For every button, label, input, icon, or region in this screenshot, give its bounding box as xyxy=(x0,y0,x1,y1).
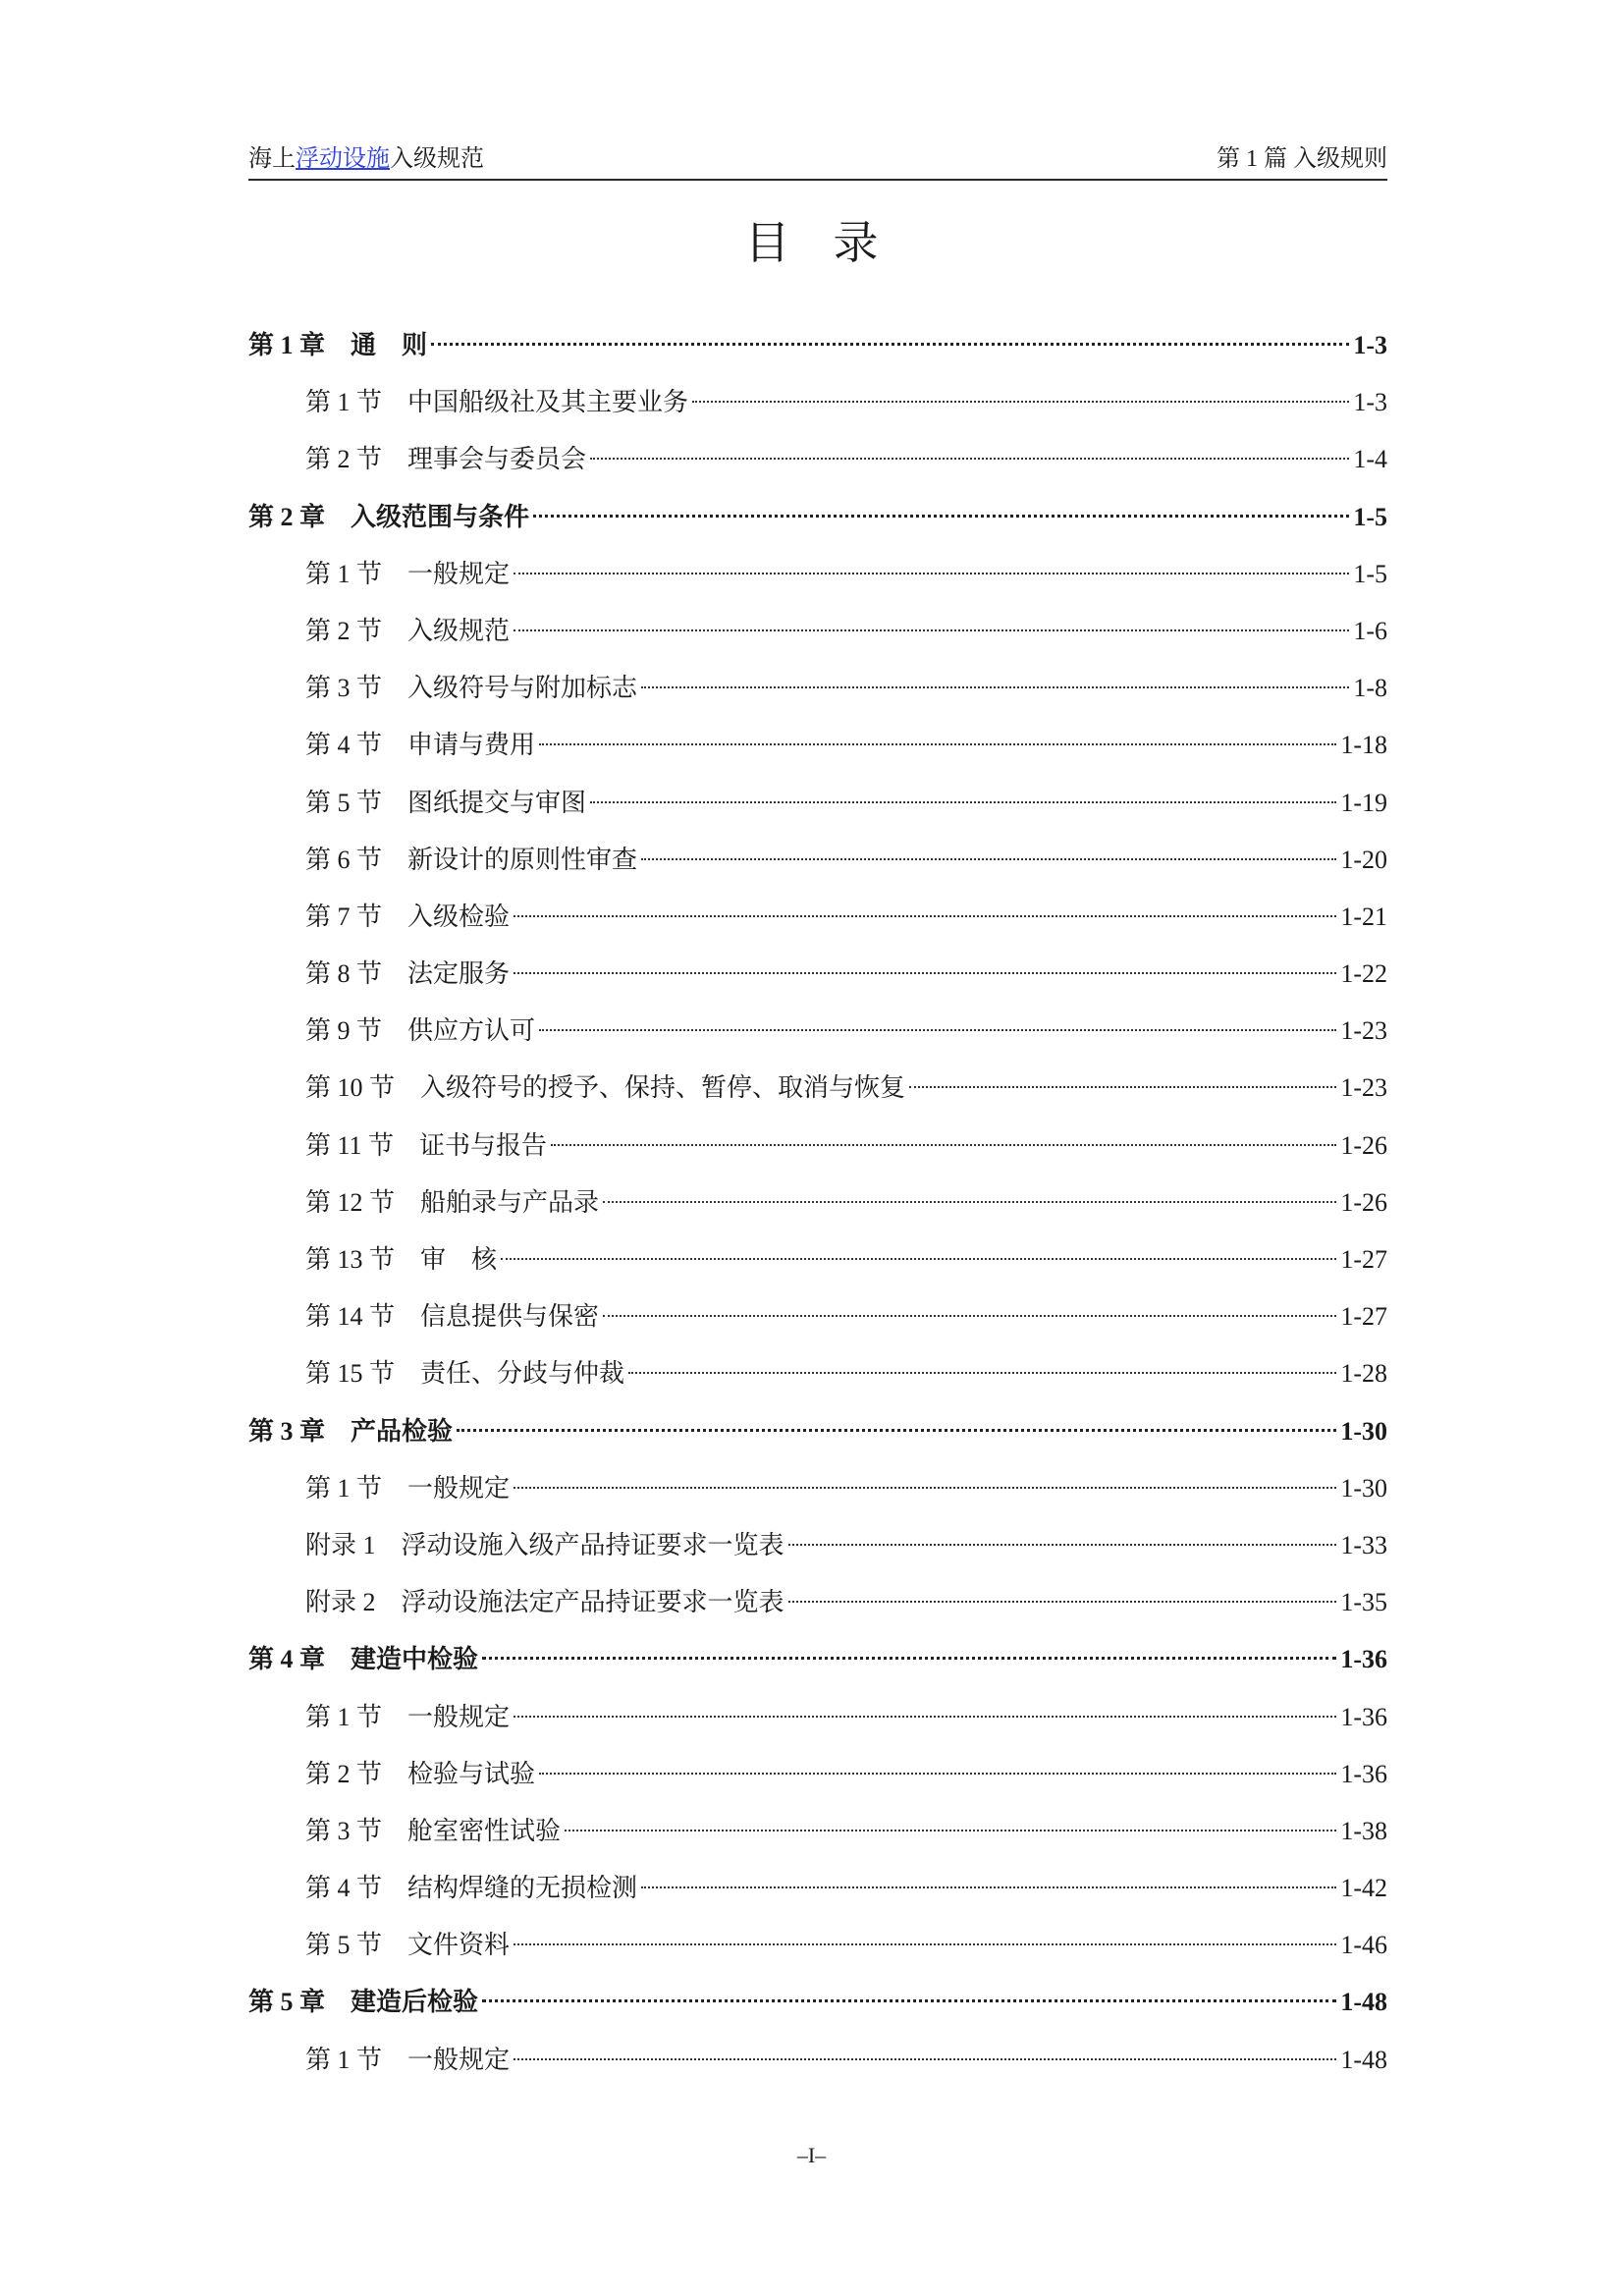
toc-entry-label: 第 1 节 一般规定 xyxy=(305,2045,511,2074)
toc-entry-label: 第 9 节 供应方认可 xyxy=(305,1016,536,1046)
toc-dot-leader xyxy=(603,1201,1336,1203)
toc-entry-label: 附录 1 浮动设施入级产品持证要求一览表 xyxy=(305,1530,784,1559)
toc-dot-leader xyxy=(539,1773,1336,1775)
header-document-title xyxy=(248,143,484,175)
toc-entry-page-number: 1-3 xyxy=(1353,388,1387,417)
toc-dot-leader xyxy=(539,743,1336,745)
toc-section-entry[interactable] xyxy=(248,1803,1387,1860)
toc-chapter-entry[interactable] xyxy=(248,1403,1387,1460)
toc-section-entry[interactable] xyxy=(248,2032,1387,2089)
toc-section-entry[interactable] xyxy=(248,660,1387,717)
toc-dot-leader xyxy=(565,1830,1336,1831)
toc-entry-label: 第 5 节 文件资料 xyxy=(305,1931,511,1960)
toc-entry-page-number: 1-35 xyxy=(1340,1588,1387,1617)
toc-entry-page-number: 1-36 xyxy=(1340,1702,1387,1731)
toc-dot-leader xyxy=(603,1315,1336,1317)
toc-entry-page-number: 1-30 xyxy=(1340,1473,1387,1503)
page-title-char-2: 录 xyxy=(833,218,879,268)
toc-section-entry[interactable] xyxy=(248,431,1387,488)
table-of-contents xyxy=(248,317,1387,2089)
toc-entry-label: 第 4 节 结构焊缝的无损检测 xyxy=(305,1874,638,1903)
toc-entry-label: 第 3 章 产品检验 xyxy=(248,1416,454,1446)
toc-section-entry[interactable] xyxy=(248,374,1387,431)
toc-dot-leader xyxy=(514,1487,1336,1489)
toc-section-entry[interactable] xyxy=(248,1231,1387,1288)
toc-entry-label: 第 2 节 入级规范 xyxy=(305,616,511,645)
header-title-prefix: 海上 xyxy=(248,146,296,172)
toc-section-entry[interactable] xyxy=(248,717,1387,774)
toc-entry-label: 第 1 章 通 则 xyxy=(248,331,428,359)
toc-entry-label: 第 15 节 责任、分歧与仲裁 xyxy=(305,1359,625,1389)
toc-entry-label: 第 2 节 检验与试验 xyxy=(305,1759,536,1788)
toc-section-entry[interactable] xyxy=(248,889,1387,946)
toc-entry-page-number: 1-23 xyxy=(1340,1016,1387,1046)
toc-entry-label: 第 10 节 入级符号的授予、保持、暂停、取消与恢复 xyxy=(305,1073,906,1103)
toc-dot-leader xyxy=(788,1601,1337,1603)
toc-dot-leader xyxy=(514,629,1349,631)
toc-entry-label: 第 1 节 一般规定 xyxy=(305,1473,511,1503)
toc-entry-label: 第 12 节 船舶录与产品录 xyxy=(305,1187,600,1217)
toc-dot-leader xyxy=(514,972,1336,974)
toc-entry-page-number: 1-20 xyxy=(1340,845,1387,874)
toc-entry-label: 第 2 节 理事会与委员会 xyxy=(305,445,587,474)
toc-section-entry[interactable] xyxy=(248,1746,1387,1803)
toc-section-entry[interactable] xyxy=(248,1574,1387,1631)
toc-section-entry[interactable] xyxy=(248,832,1387,889)
toc-section-entry[interactable] xyxy=(248,1003,1387,1060)
header-part-title: 第 1 篇 入级规则 xyxy=(1217,146,1387,172)
toc-entry-page-number: 1-48 xyxy=(1340,1988,1387,2017)
toc-chapter-entry[interactable] xyxy=(248,1631,1387,1688)
toc-dot-leader xyxy=(514,1716,1336,1718)
toc-entry-label: 第 3 节 舱室密性试验 xyxy=(305,1816,562,1845)
toc-entry-page-number: 1-28 xyxy=(1340,1359,1387,1389)
toc-dot-leader xyxy=(641,858,1336,860)
toc-entry-label: 第 5 节 图纸提交与审图 xyxy=(305,788,587,817)
toc-dot-leader xyxy=(514,915,1336,917)
toc-entry-page-number: 1-8 xyxy=(1353,674,1387,703)
toc-entry-page-number: 1-21 xyxy=(1340,902,1387,931)
toc-section-entry[interactable] xyxy=(248,775,1387,832)
toc-entry-page-number: 1-36 xyxy=(1340,1645,1387,1674)
toc-entry-label: 第 11 节 证书与报告 xyxy=(305,1130,548,1160)
toc-section-entry[interactable] xyxy=(248,603,1387,660)
toc-dot-leader xyxy=(539,1029,1336,1031)
toc-section-entry[interactable] xyxy=(248,1345,1387,1402)
toc-dot-leader xyxy=(590,458,1349,460)
toc-entry-page-number: 1-6 xyxy=(1353,616,1387,645)
toc-dot-leader xyxy=(514,1943,1336,1945)
toc-chapter-entry[interactable] xyxy=(248,489,1387,546)
toc-section-entry[interactable] xyxy=(248,1175,1387,1231)
toc-entry-label: 第 13 节 审 核 xyxy=(305,1245,498,1274)
page-header xyxy=(248,143,1387,181)
toc-entry-label: 第 1 节 一般规定 xyxy=(305,1702,511,1731)
toc-entry-label: 第 1 节 中国船级社及其主要业务 xyxy=(305,388,689,417)
toc-entry-label: 第 4 节 申请与费用 xyxy=(305,731,536,760)
page-title xyxy=(0,214,1623,273)
toc-section-entry[interactable] xyxy=(248,1517,1387,1574)
toc-entry-page-number: 1-22 xyxy=(1340,959,1387,989)
toc-section-entry[interactable] xyxy=(248,1689,1387,1746)
toc-entry-label: 第 3 节 入级符号与附加标志 xyxy=(305,674,638,703)
toc-dot-leader xyxy=(628,1372,1336,1374)
toc-entry-label: 第 6 节 新设计的原则性审查 xyxy=(305,845,638,874)
toc-dot-leader xyxy=(482,1999,1336,2002)
toc-section-entry[interactable] xyxy=(248,1460,1387,1517)
toc-section-entry[interactable] xyxy=(248,1118,1387,1175)
toc-entry-page-number: 1-36 xyxy=(1340,1759,1387,1788)
page-number: –I– xyxy=(796,2143,827,2167)
toc-dot-leader xyxy=(457,1429,1336,1432)
toc-entry-page-number: 1-23 xyxy=(1340,1073,1387,1103)
toc-chapter-entry[interactable] xyxy=(248,1974,1387,2031)
toc-dot-leader xyxy=(788,1544,1337,1546)
toc-chapter-entry[interactable] xyxy=(248,317,1387,374)
header-title-suffix: 入级规范 xyxy=(390,146,484,172)
toc-entry-label: 第 7 节 入级检验 xyxy=(305,902,511,931)
toc-entry-page-number: 1-26 xyxy=(1340,1187,1387,1217)
toc-dot-leader xyxy=(551,1144,1336,1146)
toc-entry-page-number: 1-19 xyxy=(1340,788,1387,817)
toc-entry-page-number: 1-46 xyxy=(1340,1931,1387,1960)
toc-dot-leader xyxy=(431,343,1349,346)
toc-entry-label: 第 14 节 信息提供与保密 xyxy=(305,1302,600,1332)
toc-entry-label: 第 2 章 入级范围与条件 xyxy=(248,502,530,531)
toc-section-entry[interactable] xyxy=(248,1288,1387,1345)
toc-entry-page-number: 1-3 xyxy=(1353,331,1387,359)
toc-entry-label: 第 4 章 建造中检验 xyxy=(248,1645,479,1674)
toc-dot-leader xyxy=(501,1258,1336,1260)
toc-entry-page-number: 1-33 xyxy=(1340,1530,1387,1559)
toc-section-entry[interactable] xyxy=(248,1060,1387,1117)
toc-entry-label: 第 8 节 法定服务 xyxy=(305,959,511,989)
toc-entry-page-number: 1-38 xyxy=(1340,1816,1387,1845)
toc-dot-leader xyxy=(909,1086,1336,1088)
toc-dot-leader xyxy=(514,2058,1336,2060)
toc-section-entry[interactable] xyxy=(248,546,1387,603)
toc-entry-page-number: 1-48 xyxy=(1340,2045,1387,2074)
page-title-char-1: 目 xyxy=(744,218,790,268)
toc-dot-leader xyxy=(533,515,1349,518)
toc-dot-leader xyxy=(641,1886,1336,1888)
toc-entry-page-number: 1-5 xyxy=(1353,559,1387,588)
header-title-link[interactable]: 浮动设施 xyxy=(296,146,390,172)
toc-section-entry[interactable] xyxy=(248,1860,1387,1917)
toc-entry-page-number: 1-4 xyxy=(1353,445,1387,474)
toc-dot-leader xyxy=(692,401,1349,403)
toc-section-entry[interactable] xyxy=(248,946,1387,1003)
toc-dot-leader xyxy=(590,801,1336,803)
toc-entry-page-number: 1-42 xyxy=(1340,1874,1387,1903)
toc-dot-leader xyxy=(482,1657,1336,1660)
toc-entry-label: 第 1 节 一般规定 xyxy=(305,559,511,588)
toc-dot-leader xyxy=(641,686,1349,688)
toc-entry-page-number: 1-27 xyxy=(1340,1245,1387,1274)
toc-entry-page-number: 1-26 xyxy=(1340,1130,1387,1160)
toc-entry-page-number: 1-18 xyxy=(1340,731,1387,760)
toc-entry-label: 附录 2 浮动设施法定产品持证要求一览表 xyxy=(305,1588,784,1617)
toc-entry-page-number: 1-30 xyxy=(1340,1416,1387,1446)
toc-entry-page-number: 1-27 xyxy=(1340,1302,1387,1332)
toc-entry-page-number: 1-5 xyxy=(1353,502,1387,531)
toc-entry-label: 第 5 章 建造后检验 xyxy=(248,1988,479,2017)
toc-section-entry[interactable] xyxy=(248,1917,1387,1974)
toc-dot-leader xyxy=(514,573,1349,574)
